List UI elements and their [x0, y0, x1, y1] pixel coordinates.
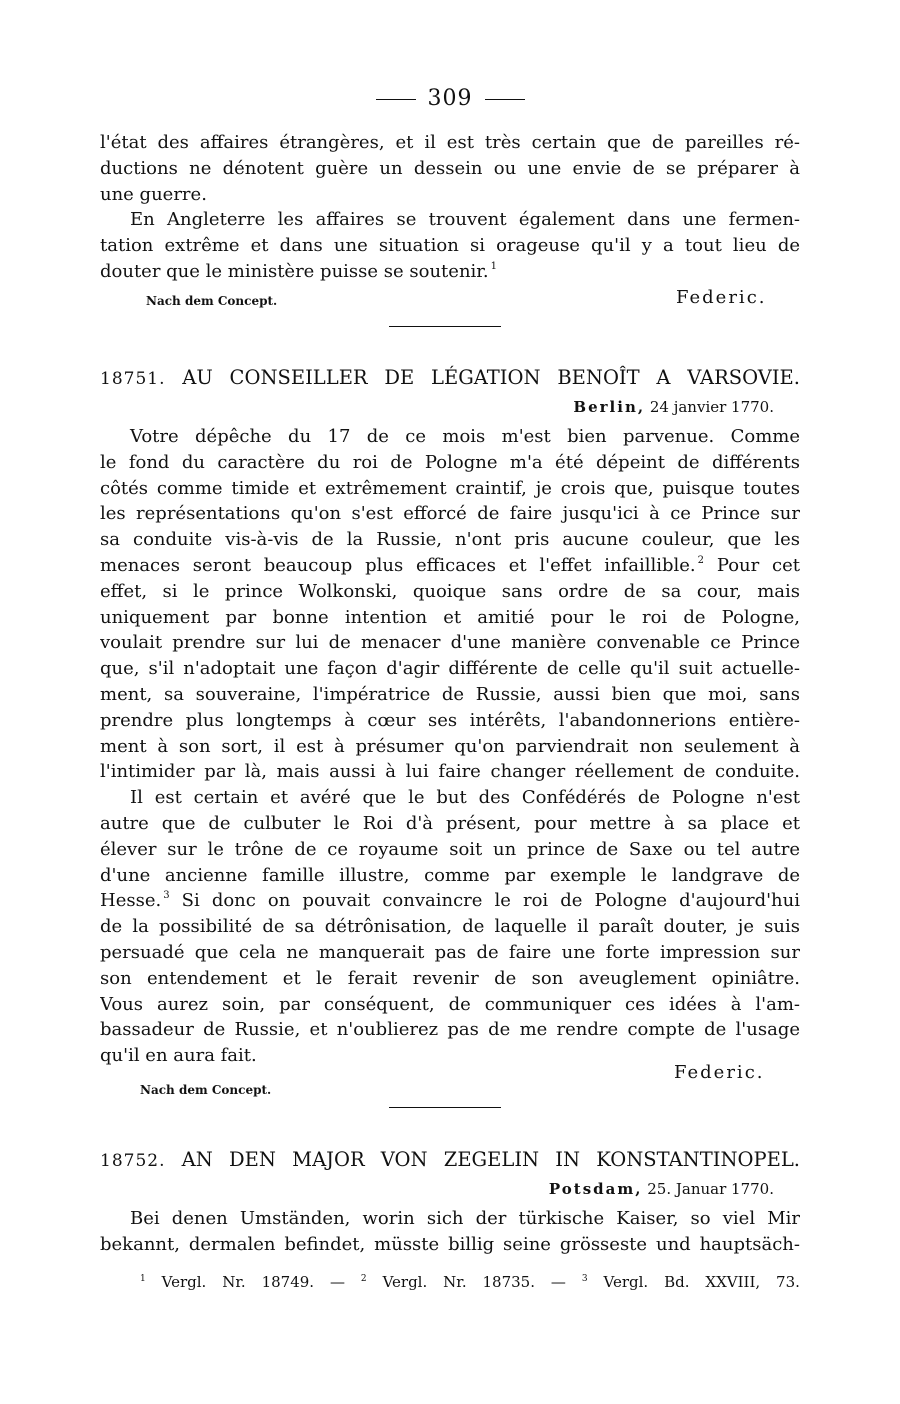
- footnote-mark: 1: [490, 260, 498, 272]
- footnote: [582, 1273, 800, 1291]
- text-line: côtés comme timide et extrêmement craintif, je crois que, puisque toutes: [100, 477, 800, 499]
- page-number-text: 309: [427, 86, 473, 111]
- text-line: Bei denen Umständen, worin sich der türkische Kaiser, so viel Mir: [130, 1208, 800, 1229]
- text-line: Vous aurez soin, par conséquent, de communiquer ces idées à l'am-: [100, 993, 800, 1015]
- section-divider: [389, 1107, 501, 1108]
- text-line: élever sur le trône de ce royaume soit un prince de Saxe ou tel autre: [100, 838, 800, 860]
- letter-number: 18752.: [100, 1151, 166, 1171]
- letter-heading: [100, 366, 800, 389]
- text-line: l'intimider par là, mais aussi à lui faire changer réellement de conduite.: [100, 761, 800, 783]
- footnote-text: Vergl. Bd. XXVIII, 73.: [603, 1273, 800, 1291]
- source-note: Nach dem Concept.: [140, 1083, 272, 1097]
- text-line: ment à son sort, il est à présumer qu'on parviendrait non seulement à: [100, 735, 800, 757]
- text-line: son entendement et le ferait revenir de son aveuglement opiniâtre.: [100, 967, 800, 989]
- text-line: [100, 259, 800, 285]
- page-number-dash-left: [376, 99, 416, 100]
- dateline-date: 24 janvier 1770.: [649, 398, 774, 416]
- text-line: uniquement par bonne intention et amitié pour le roi de Pologne,: [100, 606, 800, 628]
- dateline: [549, 1180, 774, 1198]
- text-line: les représentations qu'on s'est efforcé de faire jusqu'ici à ce Prince sur: [100, 503, 800, 525]
- text-line: que, s'il n'adoptait une façon d'agir différente de celle qu'il suit actuelle-: [100, 658, 800, 680]
- text-line: Il est certain et avéré que le but des Confédérés de Pologne n'est: [130, 787, 800, 809]
- footnote-mark: 2: [360, 1274, 367, 1284]
- text-line-content: Si donc on pouvait convaincre le roi de Pologne d'aujourd'hui: [181, 890, 800, 912]
- text-line: le fond du caractère du roi de Pologne m'a été dépeint de différents: [100, 451, 800, 473]
- text-line: d'une ancienne famille illustre, comme par exemple le landgrave de: [100, 864, 800, 886]
- dateline-place: Potsdam,: [548, 1180, 643, 1198]
- footnote-mark: 2: [697, 554, 705, 566]
- text-line: l'état des affaires étrangères, et il est très certain que de pareilles ré-: [100, 132, 800, 153]
- footnote-mark: 3: [581, 1274, 588, 1284]
- signature: Federic.: [676, 287, 767, 308]
- text-line: Votre dépêche du 17 de ce mois m'est bien parvenue. Comme: [130, 426, 800, 447]
- text-line: [100, 888, 800, 914]
- continuation-text: [100, 130, 800, 285]
- footnote-separator: —: [330, 1273, 345, 1291]
- dateline: [573, 398, 774, 416]
- footnote: [361, 1273, 535, 1291]
- dateline-place: Berlin,: [573, 398, 646, 416]
- text-line: voulait prendre sur lui de menacer d'une manière convenable ce Prince: [100, 632, 800, 654]
- section-divider: [389, 326, 501, 327]
- text-line: sa conduite vis-à-vis de la Russie, n'ont pris aucune couleur, que les: [100, 529, 800, 551]
- footnote-separator: —: [550, 1273, 566, 1291]
- page-number: [0, 86, 900, 111]
- text-line: persuadé que cela ne manquerait pas de faire une forte impression sur: [100, 941, 800, 963]
- text-line: tation extrême et dans une situation si orageuse qu'il y a tout lieu de: [100, 235, 800, 257]
- text-line: autre que de culbuter le Roi d'à présent, pour mettre à sa place et: [100, 812, 800, 834]
- footnotes: [140, 1273, 800, 1291]
- letter-body: [100, 1206, 800, 1258]
- letter-title: AU CONSEILLER DE LÉGATION BENOÎT A VARSOVIE.: [182, 366, 800, 389]
- footnote: [140, 1273, 314, 1291]
- source-note: Nach dem Concept.: [146, 294, 278, 308]
- text-line: ment, sa souveraine, l'impératrice de Russie, aussi bien que moi, sans: [100, 683, 800, 705]
- text-line: bekannt, dermalen befindet, müsste billig seine grösseste und hauptsäch-: [100, 1233, 800, 1255]
- footnote-mark: 3: [163, 890, 170, 902]
- text-line-content: Pour cet: [716, 554, 800, 576]
- page-number-dash-right: [485, 99, 525, 100]
- letter-heading: [100, 1148, 800, 1171]
- text-line: une guerre.: [100, 183, 207, 205]
- text-line: de la possibilité de sa détrônisation, de laquelle il paraît douter, je suis: [100, 916, 800, 938]
- text-line: prendre plus longtemps à cœur ses intérêts, l'abandonnerions entière-: [100, 709, 800, 731]
- footnote-text: Vergl. Nr. 18749.: [161, 1273, 315, 1291]
- text-line: En Angleterre les affaires se trouvent également dans une fermen-: [130, 209, 800, 231]
- letter-body: [100, 424, 800, 1069]
- text-line: effet, si le prince Wolkonski, quoique sans ordre de sa cour, mais: [100, 580, 800, 602]
- footnote-mark: 1: [140, 1274, 146, 1284]
- dateline-date: 25. Januar 1770.: [647, 1180, 774, 1198]
- footnote-text: Vergl. Nr. 18735.: [382, 1273, 535, 1291]
- text-line-content: Hesse.: [100, 890, 162, 912]
- text-line: qu'il en aura fait.: [100, 1045, 257, 1067]
- text-line: ductions ne dénotent guère un dessein ou une envie de se préparer à: [100, 157, 800, 179]
- signature: Federic.: [674, 1062, 765, 1083]
- letter-title: AN DEN MAJOR VON ZEGELIN IN KONSTANTINOPEL.: [181, 1148, 801, 1171]
- text-line-content: douter que le ministère puisse se soutenir.: [100, 260, 489, 282]
- text-line: bassadeur de Russie, et n'oublierez pas de me rendre compte de l'usage: [100, 1019, 800, 1041]
- text-line: [100, 553, 800, 579]
- letter-number: 18751.: [100, 369, 166, 389]
- text-line-content: menaces seront beaucoup plus efficaces et l'effet infaillible.: [100, 554, 696, 576]
